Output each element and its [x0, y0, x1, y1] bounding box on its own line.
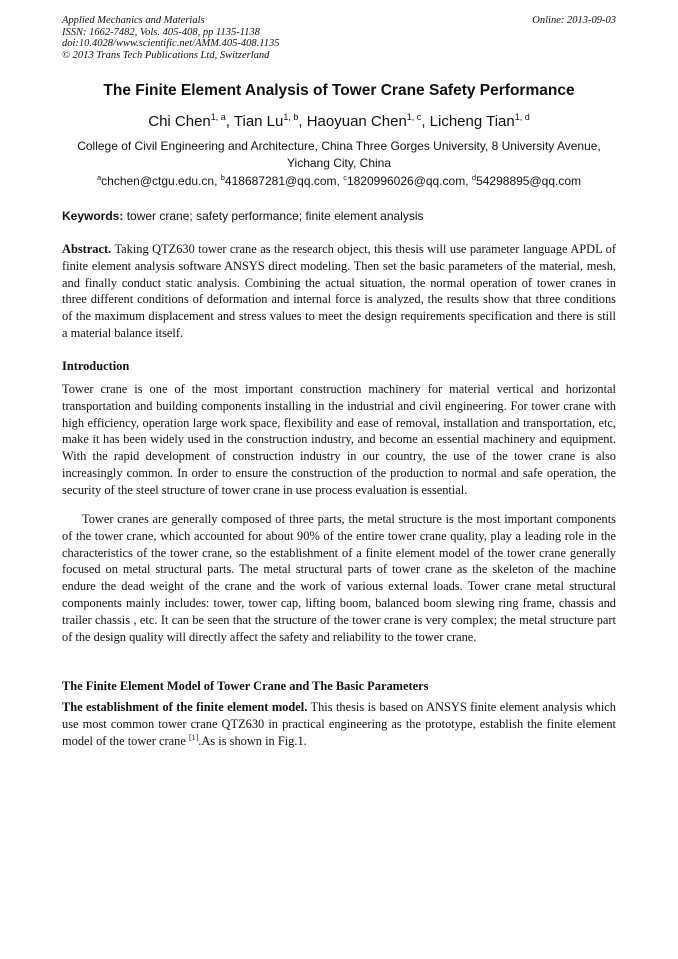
introduction-heading: Introduction: [62, 359, 130, 373]
author-name: Haoyuan Chen: [306, 113, 407, 130]
email-address[interactable]: 1820996026@qq.com: [346, 174, 466, 188]
abstract-label: Abstract.: [62, 242, 112, 256]
author-name: Chi Chen: [148, 113, 211, 130]
affiliation: College of Civil Engineering and Architecture, China Three Gorges University, 8 University Avenue, Yichang City, China: [77, 139, 601, 170]
abstract: [62, 241, 616, 342]
journal-copyright: © 2013 Trans Tech Publications Ltd, Switzerland: [62, 49, 270, 61]
subsection-text: This thesis is based on ANSYS finite element analysis which use most common tower crane QTZ630 in practical engineering as the prototype, establish the finite element model of the tower crane: [62, 700, 617, 748]
abstract-text: Taking QTZ630 tower crane as the research object, this thesis will use parameter language APDL of finite element analysis software ANSYS direct modeling. Then set the basic parameters of the material, mesh, and finally conduct static analysis. Combining the actual situation, the normal operation of tower cranes in three different conditions of deformation and internal force is analyzed, the results show that three conditions of the maximum displacement and stress values to meet the design requirements specification and there is still a material balance itself.: [62, 242, 616, 340]
keywords-text: tower crane; safety performance; finite element analysis: [126, 209, 424, 223]
section-model-paragraph: [62, 699, 616, 749]
keywords-label: Keywords:: [62, 209, 124, 223]
section-heading-model: The Finite Element Model of Tower Crane and The Basic Parameters: [62, 679, 429, 693]
email-address[interactable]: chchen@ctgu.edu.cn: [101, 174, 215, 188]
author-affil-sup: 1, c: [406, 112, 422, 122]
email-list: $^a$chchen@ctgu.edu.cn, $^b$418687281@qq.com, $^c$1820996026@qq.com, $^d$54298895@qq.com: [96, 173, 582, 188]
journal-name: Applied Mechanics and Materials: [62, 15, 205, 26]
citation-ref[interactable]: [1]: [188, 732, 199, 742]
journal-header: [62, 15, 616, 61]
author-affil-sup: 1, d: [514, 112, 530, 122]
author-list: Chi Chen$^{1, a}$, Tian Lu$^{1, b}$, Haoyuan Chen$^{1, c}$, Licheng Tian$^{1, d}$: [148, 112, 530, 130]
paper-title: The Finite Element Analysis of Tower Crane Safety Performance: [103, 82, 575, 99]
keywords: [62, 209, 616, 223]
email-sup: d: [471, 173, 477, 182]
journal-issn: ISSN: 1662-7482, Vols. 405-408, pp 1135-1138: [62, 26, 260, 38]
introduction-paragraph-1: Tower crane is one of the most important construction machinery for material vertical and horizontal transportation and building components installing in the industrial and civil engineering. For tower crane with high efficiency, operation large work space, flexibility and ease of removal, installation and transportation, etc, make it has been widely used in the construction industry, and become an essential machinery and equipment. With the rapid development of construction industry in our country, the use of the tower crane is also increasingly common. In order to ensure the construction of the production to normal and safe operation, the security of the steel structure of tower crane in use process evaluation is essential.: [62, 382, 616, 497]
subsection-tail: .As is shown in Fig.1.: [198, 733, 307, 748]
email-address[interactable]: 54298895@qq.com: [476, 174, 582, 188]
author-name: Licheng Tian: [429, 113, 515, 130]
subsection-label: The establishment of the finite element model.: [62, 700, 308, 714]
author-affil-sup: 1, b: [283, 112, 299, 122]
introduction-paragraph-2: Tower cranes are generally composed of three parts, the metal structure is the most important components of the tower crane, which accounted for about 90% of the entire tower crane quality, play a leading role in the characteristics of the tower crane, so the establishment of a finite element model of the tower crane generally focused on metal structural parts. The metal structural parts of tower crane as the skeleton of the machine endure the dead weight of the crane and the work of various external loads. Tower crane metal structural components mainly includes: tower, tower cap, lifting boom, balanced boom slewing ring frame, chassis and trailer chassis , etc. It can be seen that the structure of the tower crane is very complex; the metal structure part of the design quality will directly affect the safety and reliability to the tower crane.: [62, 512, 616, 644]
email-address[interactable]: 418687281@qq.com: [224, 174, 337, 188]
author-name: Tian Lu: [233, 113, 284, 130]
email-sup: b: [220, 173, 225, 182]
author-affil-sup: 1, a: [210, 112, 226, 122]
online-date: Online: 2013-09-03: [532, 15, 616, 26]
email-sup: c: [343, 173, 347, 182]
journal-doi: doi:10.4028/www.scientific.net/AMM.405-408.1135: [62, 38, 280, 49]
email-sup: a: [96, 173, 102, 182]
